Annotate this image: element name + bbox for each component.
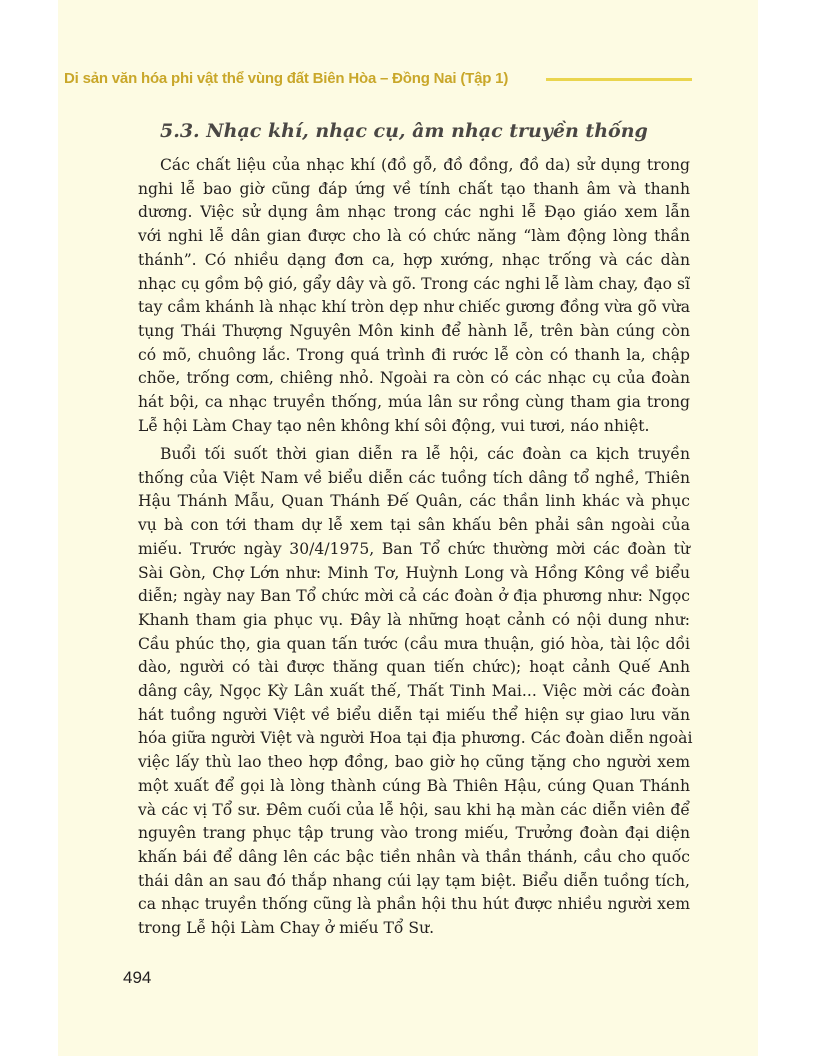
- text-line: tay cầm khánh là nhạc khí tròn dẹp như chiếc gương đồng vừa gõ vừa: [138, 298, 690, 317]
- paragraph-1: [138, 154, 690, 438]
- text-line: nguyên trang phục tập trung vào trong miếu, Trưởng đoàn đại diện: [138, 824, 690, 843]
- text-line: dào, người có tài được thăng quan tiến chức); hoạt cảnh Quế Anh: [138, 658, 690, 677]
- text-line: Các chất liệu của nhạc khí (đồ gỗ, đồ đồng, đồ da) sử dụng trong: [160, 156, 690, 174]
- text-line: thánh”. Có nhiều dạng đơn ca, hợp xướng, nhạc trống và các dàn: [138, 250, 690, 269]
- text-line: một xuất để gọi là lòng thành cúng Bà Thiên Hậu, cúng Quan Thánh: [138, 776, 690, 795]
- text-line: có mõ, chuông lắc. Trong quá trình đi rước lễ còn có thanh la, chập: [138, 345, 690, 364]
- text-line: thái dân an sau đó thắp nhang cúi lạy tạm biệt. Biểu diễn tuồng tích,: [138, 871, 690, 890]
- text-line: Sài Gòn, Chợ Lớn như: Minh Tơ, Huỳnh Long và Hồng Kông về biểu: [138, 563, 690, 582]
- text-line: trong Lễ hội Làm Chay ở miếu Tổ Sư.: [138, 919, 435, 938]
- text-line: hóa giữa người Việt và người Hoa tại địa phương. Các đoàn diễn ngoài: [138, 729, 693, 748]
- paragraph-2: [138, 443, 693, 941]
- header-rule: [546, 78, 692, 81]
- text-line: với nghi lễ dân gian được cho là có chức năng “làm động lòng thần: [138, 227, 690, 246]
- text-line: hát tuồng người Việt về biểu diễn tại miếu thể hiện sự giao lưu văn: [138, 705, 690, 724]
- page-number: 494: [123, 968, 152, 987]
- text-line: chõe, trống cơm, chiêng nhỏ. Ngoài ra còn có các nhạc cụ của đoàn: [138, 369, 690, 388]
- running-header: [64, 70, 692, 92]
- section-heading: 5.3. Nhạc khí, nhạc cụ, âm nhạc truyền thống: [160, 120, 648, 142]
- text-line: thống của Việt Nam về biểu diễn các tuồng tích dâng tổ nghề, Thiên: [138, 468, 690, 487]
- text-line: nhạc cụ gồm bộ gió, gẩy dây và gõ. Trong các nghi lễ làm chay, đạo sĩ: [138, 274, 690, 293]
- text-line: dương. Việc sử dụng âm nhạc trong các nghi lễ Đạo giáo xem lẫn: [138, 203, 690, 222]
- text-line: hát bội, ca nhạc truyền thống, múa lân sư rồng cùng tham gia trong: [138, 393, 690, 412]
- text-line: diễn; ngày nay Ban Tổ chức mời cả các đoàn ở địa phương như: Ngọc: [138, 587, 690, 606]
- running-header-title: Di sản văn hóa phi vật thể vùng đất Biên Hòa – Đồng Nai (Tập 1): [64, 70, 509, 87]
- text-line: dâng cây, Ngọc Kỳ Lân xuất thế, Thất Tinh Mai... Việc mời các đoàn: [138, 682, 690, 701]
- text-line: ca nhạc truyền thống cũng là phần hội thu hút được nhiều người xem: [138, 895, 690, 914]
- text-line: nghi lễ bao giờ cũng đáp ứng về tính chất tạo thanh âm và thanh: [138, 179, 690, 198]
- text-line: và các vị Tổ sư. Đêm cuối của lễ hội, sau khi hạ màn các diễn viên để: [138, 800, 690, 819]
- text-line: Hậu Thánh Mẫu, Quan Thánh Đế Quân, các thần linh khác và phục: [138, 492, 690, 511]
- text-line: khấn bái để dâng lên các bậc tiền nhân và thần thánh, cầu cho quốc: [138, 847, 690, 866]
- text-line: Cầu phúc thọ, gia quan tấn tước (cầu mưa thuận, gió hòa, tài lộc dồi: [138, 634, 690, 653]
- text-line: Buổi tối suốt thời gian diễn ra lễ hội, các đoàn ca kịch truyền: [160, 445, 690, 463]
- text-line: miếu. Trước ngày 30/4/1975, Ban Tổ chức thường mời các đoàn từ: [138, 539, 690, 558]
- text-line: Lễ hội Làm Chay tạo nên không khí sôi động, vui tươi, náo nhiệt.: [138, 416, 650, 435]
- text-line: Khanh tham gia phục vụ. Đây là những hoạt cảnh có nội dung như:: [138, 610, 690, 629]
- text-line: việc lấy thù lao theo hợp đồng, bao giờ họ cũng tặng cho người xem: [138, 753, 690, 772]
- text-line: vụ bà con tới tham dự lễ xem tại sân khấu bên phải sân ngoài của: [138, 516, 690, 535]
- text-line: tụng Thái Thượng Nguyên Môn kinh để hành lễ, trên bàn cúng còn: [138, 321, 690, 340]
